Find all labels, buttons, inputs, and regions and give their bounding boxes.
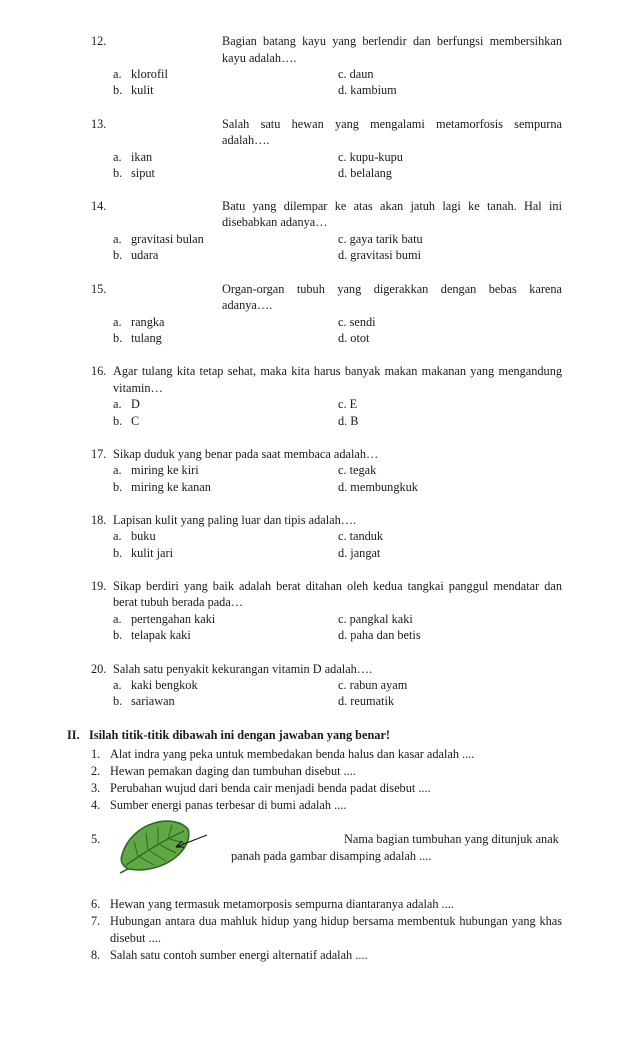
q14-option-b: udara	[131, 248, 159, 262]
q13-option-c: c. kupu-kupu	[338, 150, 403, 164]
q16-text-line2: vitamin…	[113, 381, 163, 395]
q16-option-a: D	[131, 397, 140, 411]
q15-option-a-key: a.	[113, 315, 122, 329]
q12-option-c: c. daun	[338, 67, 374, 81]
q20-option-a: kaki bengkok	[131, 678, 198, 692]
q19-option-c: c. pangkal kaki	[338, 612, 413, 626]
q15-number: 15.	[91, 282, 107, 296]
q17-option-d: d. membungkuk	[338, 480, 418, 494]
q19-option-a-key: a.	[113, 612, 122, 626]
q15-text-line2: adanya….	[222, 298, 273, 312]
isian-5-number: 5.	[91, 832, 101, 846]
leaf-icon	[118, 815, 208, 875]
q13-text-line2: adalah….	[222, 133, 270, 147]
q12-option-b: kulit	[131, 83, 154, 97]
q18-number: 18.	[91, 513, 107, 527]
q17-text-line1: Sikap duduk yang benar pada saat membaca adalah…	[113, 447, 379, 461]
isian-2-number: 2.	[91, 764, 101, 778]
isian-1-number: 1.	[91, 747, 101, 761]
q18-option-c: c. tanduk	[338, 529, 384, 543]
q17-option-a-key: a.	[113, 463, 122, 477]
q19-text-line2: berat tubuh berada pada…	[113, 595, 244, 609]
q18-option-b-key: b.	[113, 546, 123, 560]
q15-option-b-key: b.	[113, 331, 123, 345]
q13-option-d: d. belalang	[338, 166, 392, 180]
q14-option-a: gravitasi bulan	[131, 232, 204, 246]
isian-5-text-line2: panah pada gambar disamping adalah ....	[231, 849, 432, 863]
q15-option-b: tulang	[131, 331, 162, 345]
isian-3-number: 3.	[91, 781, 101, 795]
q12-text-line1: Bagian batang kayu yang berlendir dan berfungsi membersihkan	[222, 34, 562, 48]
isian-5-text-line1: Nama bagian tumbuhan yang ditunjuk anak	[344, 832, 559, 846]
q15-text-line1: Organ-organ tubuh yang digerakkan dengan bebas karena	[222, 282, 562, 296]
q20-option-a-key: a.	[113, 678, 122, 692]
q19-option-b: telapak kaki	[131, 628, 191, 642]
q14-number: 14.	[91, 199, 107, 213]
q19-option-a: pertengahan kaki	[131, 612, 216, 626]
q12-option-a: klorofil	[131, 67, 168, 81]
q16-option-a-key: a.	[113, 397, 122, 411]
isian-4-number: 4.	[91, 798, 101, 812]
q17-option-c: c. tegak	[338, 463, 377, 477]
q14-text-line2: disebabkan adanya…	[222, 215, 328, 229]
q12-option-d: d. kambium	[338, 83, 397, 97]
section-title: Isilah titik-titik dibawah ini dengan jawaban yang benar!	[89, 728, 391, 742]
q16-number: 16.	[91, 364, 107, 378]
isian-7-number: 7.	[91, 914, 101, 928]
q14-option-c: c. gaya tarik batu	[338, 232, 423, 246]
q18-option-a-key: a.	[113, 529, 122, 543]
q12-option-b-key: b.	[113, 83, 123, 97]
q19-option-d: d. paha dan betis	[338, 628, 421, 642]
q18-text-line1: Lapisan kulit yang paling luar dan tipis adalah….	[113, 513, 357, 527]
isian-1-text: Alat indra yang peka untuk membedakan benda halus dan kasar adalah ....	[110, 747, 475, 761]
q13-number: 13.	[91, 117, 107, 131]
q17-option-a: miring ke kiri	[131, 463, 199, 477]
q16-option-b-key: b.	[113, 414, 123, 428]
q13-option-b: siput	[131, 166, 155, 180]
isian-2-text: Hewan pemakan daging dan tumbuhan disebut ....	[110, 764, 356, 778]
q18-option-a: buku	[131, 529, 156, 543]
q20-option-d: d. reumatik	[338, 694, 395, 708]
q20-number: 20.	[91, 662, 107, 676]
q12-option-a-key: a.	[113, 67, 122, 81]
q12-text-line2: kayu adalah….	[222, 51, 297, 65]
q19-number: 19.	[91, 579, 107, 593]
section-number: II.	[67, 728, 80, 742]
q14-option-a-key: a.	[113, 232, 122, 246]
q12-number: 12.	[91, 34, 107, 48]
q16-text-line1: Agar tulang kita tetap sehat, maka kita harus banyak makan makanan yang mengandung	[113, 364, 562, 378]
q13-option-a-key: a.	[113, 150, 122, 164]
isian-4-text: Sumber energi panas terbesar di bumi adalah ....	[110, 798, 347, 812]
q13-option-a: ikan	[131, 150, 153, 164]
q16-option-d: d. B	[338, 414, 359, 428]
isian-6-number: 6.	[91, 897, 101, 911]
q16-option-c: c. E	[338, 397, 358, 411]
q17-option-b-key: b.	[113, 480, 123, 494]
q18-option-b: kulit jari	[131, 546, 174, 560]
q13-text-line1: Salah satu hewan yang mengalami metamorfosis sempurna	[222, 117, 562, 131]
isian-8-text: Salah satu contoh sumber energi alternatif adalah ....	[110, 948, 368, 962]
q18-option-d: d. jangat	[338, 546, 381, 560]
q20-text-line1: Salah satu penyakit kekurangan vitamin D adalah….	[113, 662, 373, 676]
isian-3-text: Perubahan wujud dari benda cair menjadi benda padat disebut ....	[110, 781, 431, 795]
q14-option-d: d. gravitasi bumi	[338, 248, 421, 262]
isian-6-text: Hewan yang termasuk metamorposis sempurna diantaranya adalah ....	[110, 897, 454, 911]
q15-option-a: rangka	[131, 315, 165, 329]
q15-option-c: c. sendi	[338, 315, 376, 329]
q14-option-b-key: b.	[113, 248, 123, 262]
q20-option-b: sariawan	[131, 694, 175, 708]
q16-option-b: C	[131, 414, 140, 428]
q15-option-d: d. otot	[338, 331, 370, 345]
q13-option-b-key: b.	[113, 166, 123, 180]
q17-option-b: miring ke kanan	[131, 480, 211, 494]
q20-option-b-key: b.	[113, 694, 123, 708]
q20-option-c: c. rabun ayam	[338, 678, 408, 692]
isian-7-text-line1: Hubungan antara dua mahluk hidup yang hidup bersama membentuk hubungan yang khas	[110, 914, 562, 928]
isian-8-number: 8.	[91, 948, 101, 962]
q14-text-line1: Batu yang dilempar ke atas akan jatuh lagi ke tanah. Hal ini	[222, 199, 562, 213]
q19-text-line1: Sikap berdiri yang baik adalah berat ditahan oleh kedua tangkai panggul mendatar dan	[113, 579, 562, 593]
isian-7-text-line2: disebut ....	[110, 931, 161, 945]
q17-number: 17.	[91, 447, 107, 461]
q19-option-b-key: b.	[113, 628, 123, 642]
